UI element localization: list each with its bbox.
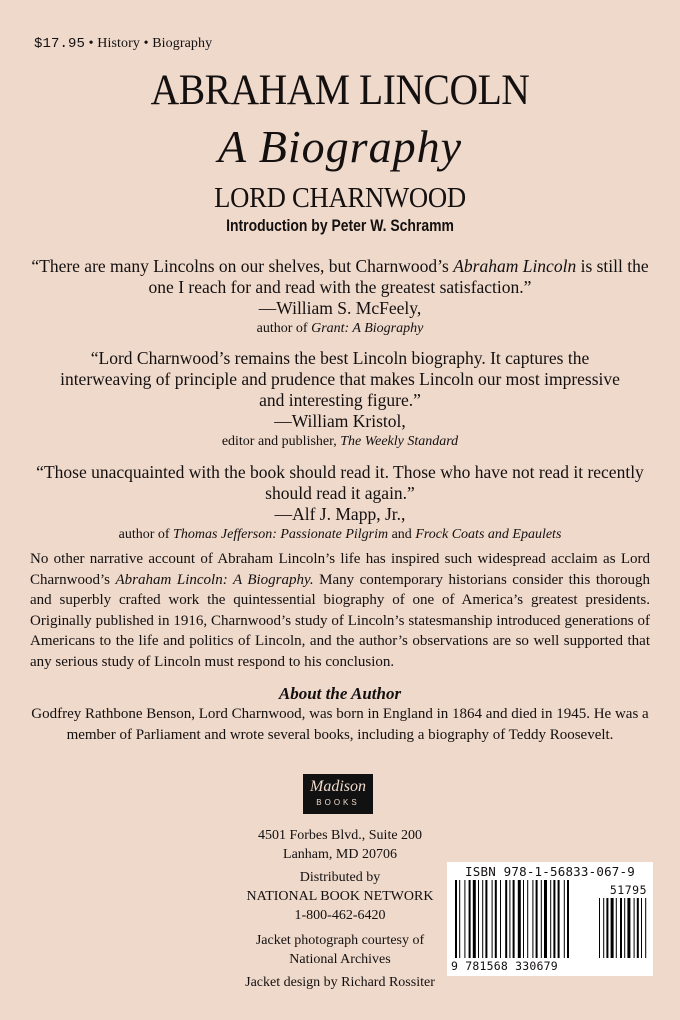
quote-attribution: —Alf J. Mapp, Jr.,	[274, 504, 406, 524]
quote-3	[30, 462, 650, 545]
separator: •	[143, 36, 149, 51]
role-text: author of	[118, 527, 174, 542]
address-line1: 4501 Forbes Blvd., Suite 200	[257, 828, 423, 843]
role-book: Grant: A Biography	[311, 321, 424, 336]
photo-credit-line1: Jacket photograph courtesy of	[255, 933, 425, 948]
distributor-name: NATIONAL BOOK NETWORK	[246, 889, 434, 904]
quote-2	[60, 348, 620, 452]
role-text: editor and publisher,	[221, 434, 341, 449]
address-line2: Lanham, MD 20706	[283, 847, 397, 862]
header-line	[34, 36, 212, 52]
description-title: Abraham Lincoln: A Biography.	[115, 571, 314, 588]
category-biography: Biography	[152, 36, 213, 51]
quote-1	[30, 256, 650, 339]
role-book: Frock Coats and Epaulets	[415, 527, 562, 542]
role-publication: The Weekly Standard	[340, 434, 459, 449]
isbn-barcode	[447, 862, 653, 976]
about-author-text: Godfrey Rathbone Benson, Lord Charnwood, was born in England in 1864 and died in 1945. He was a member of Parliament and wrote several books, including a biography of Teddy Roosevelt.	[31, 706, 649, 743]
book-description	[30, 549, 650, 672]
role-book: Thomas Jefferson: Passionate Pilgrim	[173, 527, 389, 542]
quote-italic: Abraham Lincoln	[453, 256, 577, 276]
book-subtitle: A Biography	[218, 121, 462, 172]
quote-role	[60, 432, 620, 452]
photo-credit-line2: National Archives	[289, 952, 391, 967]
book-author: LORD CHARNWOOD	[214, 182, 466, 214]
quote-text: “There are many Lincolns on our shelves, but Charnwood’s	[31, 256, 454, 276]
distributed-by: Distributed by	[299, 870, 381, 885]
quote-text: is still the one I reach for and read with the greatest satisfaction.”	[148, 256, 649, 297]
logo-line1: Madison	[310, 778, 366, 795]
quote-role	[30, 319, 650, 339]
quote-role	[30, 525, 650, 545]
quote-attribution: —William S. McFeely,	[258, 298, 422, 318]
price-code: 51795	[609, 883, 647, 897]
quote-attribution: —William Kristol,	[274, 411, 406, 431]
description-text: No other narrative account of Abraham Lincoln’s life has inspired such widespread acclaim as Lord Charnwood’s	[30, 551, 650, 588]
role-text: author of	[256, 321, 312, 336]
quote-text: “Lord Charnwood’s remains the best Lincoln biography. It captures the interweaving of principle and prudence that makes Lincoln our most impressive and interesting figure.”	[60, 348, 620, 410]
separator: •	[88, 36, 94, 51]
isbn-number: ISBN 978-1-56833-067-9	[465, 864, 635, 879]
design-credit: Jacket design by Richard Rossiter	[245, 975, 435, 990]
about-author-heading: About the Author	[278, 684, 402, 703]
publisher-info	[240, 826, 440, 992]
introduction-credit: Introduction by Peter W. Schramm	[226, 216, 454, 235]
category-history: History	[97, 36, 140, 51]
book-title: ABRAHAM LINCOLN	[150, 67, 530, 114]
logo-line2: BOOKS	[316, 798, 360, 807]
publisher-logo	[303, 774, 373, 814]
price: $17.95	[34, 36, 86, 52]
distributor-phone: 1-800-462-6420	[294, 908, 386, 923]
description-text: Many contemporary historians consider this thorough and superbly crafted work the quintessential biography of one of America’s greatest presidents. Originally published in 1916, Charnwood’s study of Lincoln’s statesmanship introduced generations of Americans to the life and politics of Lincoln, and the author’s observations are so well supported that any serious study of Lincoln must respond to his conclusion.	[30, 571, 650, 670]
quote-text: “Those unacquainted with the book should read it. Those who have not read it recently should read it again.”	[36, 462, 644, 503]
barcode-digits: 9 781568 330679	[451, 959, 558, 973]
role-text: and	[388, 527, 416, 542]
